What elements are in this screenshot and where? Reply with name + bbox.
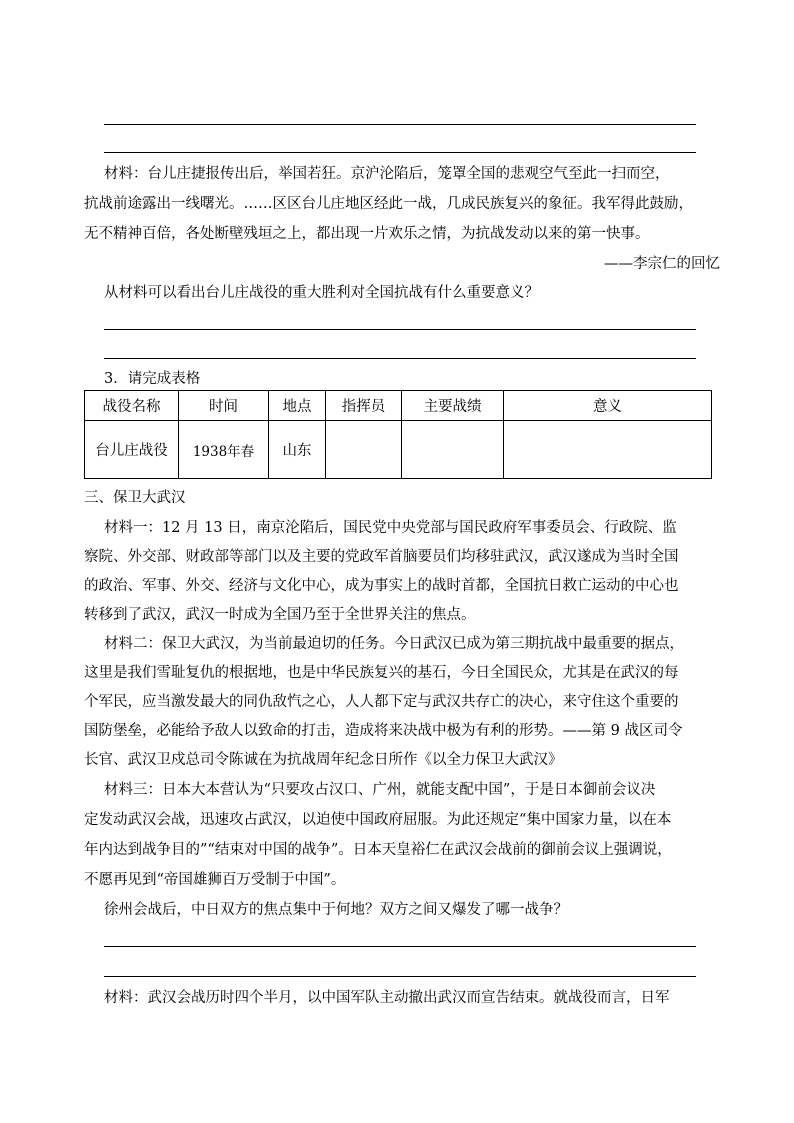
material-text: 不愿再见到“帝国雄狮百万受制于中国”。 xyxy=(84,872,346,888)
material-source: ——李宗仁的回忆 xyxy=(604,256,720,272)
table-header-row xyxy=(85,391,712,421)
task-heading: 3．请完成表格 xyxy=(104,371,201,387)
material-text: 材料一：12 月 13 日，南京沦陷后，国民党中央党部与国民政府军事委员会、行政院、监 xyxy=(104,520,677,536)
table-header-cell: 指挥员 xyxy=(326,391,402,421)
material-text: 无不精神百倍，各处断壁残垣之上，都出现一片欢乐之情，为抗战发动以来的第一快事。 xyxy=(84,226,650,242)
material-text: 抗战前途露出一线曙光。……区区台儿庄地区经此一战，几成民族复兴的象征。我军得此鼓励， xyxy=(84,196,693,212)
material-text: 察院、外交部、财政部等部门以及主要的党政军首脑要员们均移驻武汉，武汉遂成为当时全国 xyxy=(84,549,679,565)
material-text: 年内达到战争目的”“结束对中国的战争”。日本天皇裕仁在武汉会战前的御前会议上强调说， xyxy=(84,842,672,858)
material-text: 材料三：日本大本营认为“只要攻占汉口、广州，就能支配中国”，于是日本御前会议决 xyxy=(104,782,656,798)
answer-line xyxy=(104,152,696,153)
table-cell-place: 山东 xyxy=(269,421,326,479)
answer-line xyxy=(104,124,696,125)
material-text: 长官、武汉卫戍总司令陈诚在为抗战周年纪念日所作《以全力保卫大武汉》 xyxy=(84,752,563,768)
table-header-cell: 主要战绩 xyxy=(402,391,504,421)
material-text: 这里是我们雪耻复仇的根据地，也是中华民族复兴的基石，今日全国民众，尤其是在武汉的每 xyxy=(84,665,679,681)
material-text: 材料：武汉会战历时四个半月，以中国军队主动撤出武汉而宣告结束。就战役而言，日军 xyxy=(104,990,670,1006)
answer-line xyxy=(104,358,696,359)
table-cell-achievement[interactable] xyxy=(402,421,504,479)
table-cell-battle: 台儿庄战役 xyxy=(85,421,179,479)
material-text: 个军民，应当激发最大的同仇敌忾之心，人人都下定与武汉共存亡的决心，来守住这个重要的 xyxy=(84,694,679,710)
material-text: 国防堡垒，必能给予敌人以致命的打击，造成将来决战中极为有利的形势。——第 9 战区司令 xyxy=(84,723,683,739)
answer-line xyxy=(104,329,696,330)
table-header-cell: 地点 xyxy=(269,391,326,421)
section-heading: 三、保卫大武汉 xyxy=(84,490,186,506)
battle-table xyxy=(84,390,712,479)
material-text: 的政治、军事、外交、经济与文化中心，成为事实上的战时首都，全国抗日救亡运动的中心也 xyxy=(84,578,679,594)
table-row xyxy=(85,421,712,479)
material-text: 转移到了武汉，武汉一时成为全国乃至于全世界关注的焦点。 xyxy=(84,607,476,623)
material-text: 材料：台儿庄捷报传出后，举国若狂。京沪沦陷后，笼罩全国的悲观空气至此一扫而空， xyxy=(104,166,670,182)
table-header-cell: 时间 xyxy=(179,391,269,421)
question-text: 从材料可以看出台儿庄战役的重大胜利对全国抗战有什么重要意义？ xyxy=(104,285,539,301)
table-cell-significance[interactable] xyxy=(504,421,712,479)
table-cell-time: 1938年春 xyxy=(179,421,269,479)
table-header-cell: 战役名称 xyxy=(85,391,179,421)
answer-line xyxy=(104,946,696,947)
question-text: 徐州会战后，中日双方的焦点集中于何地？双方之间又爆发了哪一战争？ xyxy=(104,902,568,918)
table-header-cell: 意义 xyxy=(504,391,712,421)
material-text: 定发动武汉会战，迅速攻占武汉，以迫使中国政府屈服。为此还规定“集中国家力量，以在本 xyxy=(84,812,672,828)
material-text: 材料二：保卫大武汉，为当前最迫切的任务。今日武汉已成为第三期抗战中最重要的据点， xyxy=(104,636,684,652)
answer-line xyxy=(104,976,696,977)
table-cell-commander[interactable] xyxy=(326,421,402,479)
